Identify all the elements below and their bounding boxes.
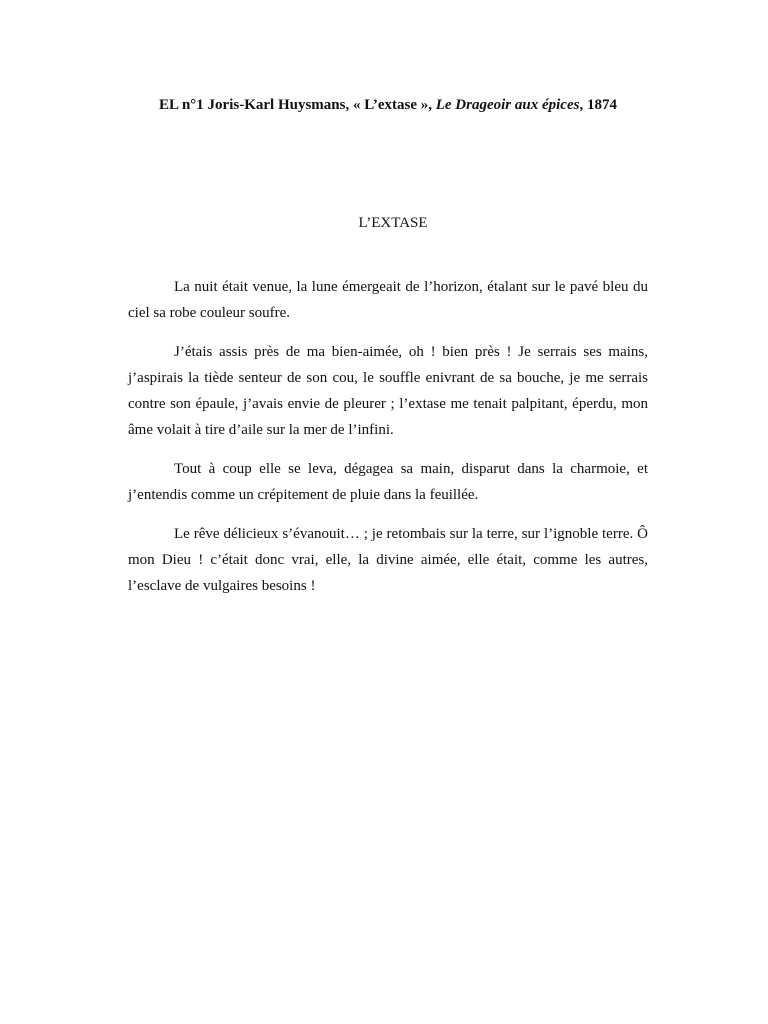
paragraph-3: Tout à coup elle se leva, dégagea sa main, disparut dans la charmoie, et j’entendis comme un crépitement de pluie dans la feuillée. xyxy=(128,461,648,503)
document-header xyxy=(128,95,648,115)
paragraph-4: Le rêve délicieux s’évanouit… ; je retombais sur la terre, sur l’ignoble terre. Ô mon Dieu ! c’était donc vrai, elle, la divine aimée, elle était, comme les autres, l’esclave de vulgaires besoins ! xyxy=(128,526,648,594)
paragraph-2: J’étais assis près de ma bien-aimée, oh ! bien près ! Je serrais ses mains, j’aspirais la tiède senteur de son cou, le souffle enivrant de sa bouche, je me serrais contre son épaule, j’avais envie de pleurer ; l’extase me tenait palpitant, éperdu, mon âme volait à tire d’aile sur la mer de l’infini. xyxy=(128,344,648,438)
header-suffix: , 1874 xyxy=(579,97,617,113)
text-title: L’EXTASE xyxy=(358,215,428,231)
text-body xyxy=(128,274,648,612)
header-prefix: EL n°1 Joris-Karl Huysmans, « L’extase », xyxy=(159,97,436,113)
header-book-title: Le Drageoir aux épices xyxy=(435,97,580,113)
paragraph-1: La nuit était venue, la lune émergeait de l’horizon, étalant sur le pavé bleu du ciel sa robe couleur soufre. xyxy=(128,279,648,321)
